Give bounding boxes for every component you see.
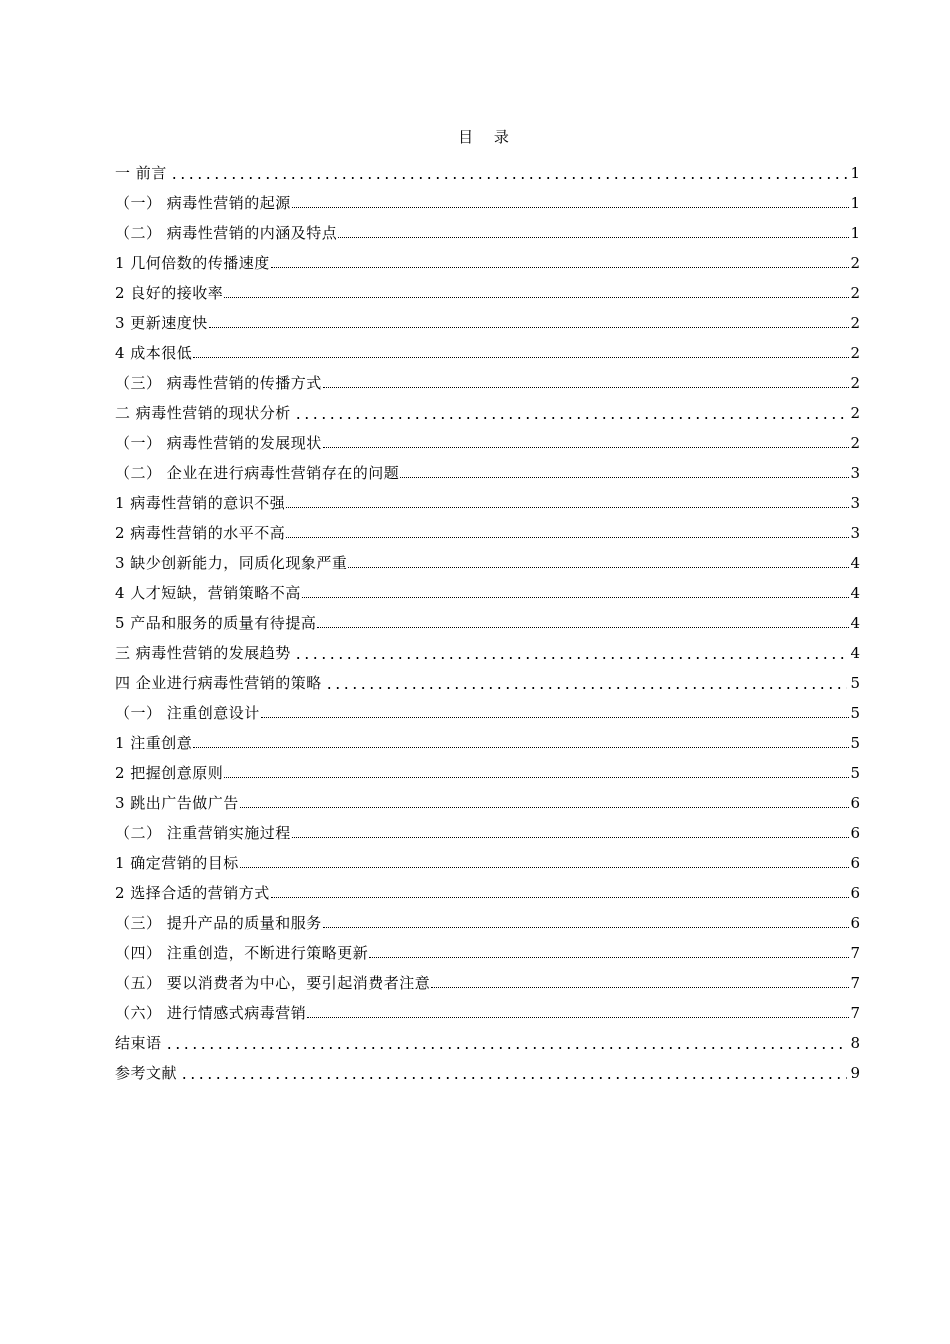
- toc-dot-leader: [224, 763, 849, 783]
- table-of-contents: [115, 153, 860, 1083]
- toc-entry-title: （一） 病毒性营销的发展现状: [115, 434, 322, 452]
- toc-entry[interactable]: [115, 183, 860, 213]
- toc-page-number: 6: [850, 914, 860, 932]
- toc-dot-leader: [193, 733, 849, 753]
- toc-entry-title: 5 产品和服务的质量有待提高: [115, 614, 317, 632]
- toc-page-number: 1: [850, 164, 860, 182]
- toc-entry-title: 参考文献: [115, 1064, 178, 1082]
- toc-entry[interactable]: [115, 363, 860, 393]
- toc-entry-title: 4 人才短缺，营销策略不高: [115, 584, 301, 602]
- toc-page-number: 5: [850, 674, 860, 692]
- toc-entry-title: （一） 注重创意设计: [115, 704, 260, 722]
- toc-entry[interactable]: [115, 963, 860, 993]
- toc-page-number: 2: [850, 344, 860, 362]
- toc-entry[interactable]: [115, 513, 860, 543]
- toc-page-number: 9: [850, 1064, 860, 1082]
- toc-dot-leader: [261, 703, 850, 723]
- toc-entry[interactable]: [115, 393, 860, 423]
- toc-entry-title: 3 更新速度快: [115, 314, 208, 332]
- toc-dot-leader: [292, 643, 850, 663]
- toc-entry-title: （三） 提升产品的质量和服务: [115, 914, 322, 932]
- toc-title: 目 录: [458, 128, 517, 146]
- toc-page-number: 2: [850, 284, 860, 302]
- toc-entry-title: 三 病毒性营销的发展趋势: [115, 644, 291, 662]
- toc-page-number: 6: [850, 824, 860, 842]
- toc-page-number: 7: [850, 944, 860, 962]
- toc-dot-leader: [400, 463, 849, 483]
- toc-entry[interactable]: [115, 573, 860, 603]
- toc-page-number: 7: [850, 1004, 860, 1022]
- toc-entry-title: （二） 企业在进行病毒性营销存在的问题: [115, 464, 400, 482]
- toc-entry[interactable]: [115, 753, 860, 783]
- toc-entry-title: 2 良好的接收率: [115, 284, 224, 302]
- toc-page-number: 2: [850, 254, 860, 272]
- toc-dot-leader: [292, 823, 850, 843]
- toc-entry[interactable]: [115, 543, 860, 573]
- toc-entry-title: （二） 病毒性营销的内涵及特点: [115, 224, 338, 242]
- toc-dot-leader: [224, 283, 849, 303]
- toc-page-number: 2: [850, 314, 860, 332]
- toc-entry[interactable]: [115, 1023, 860, 1053]
- toc-entry[interactable]: [115, 273, 860, 303]
- toc-page-number: 5: [850, 734, 860, 752]
- toc-entry[interactable]: [115, 843, 860, 873]
- toc-entry[interactable]: [115, 813, 860, 843]
- toc-entry[interactable]: [115, 153, 860, 183]
- toc-entry[interactable]: [115, 423, 860, 453]
- toc-dot-leader: [271, 253, 850, 273]
- toc-entry-title: （五） 要以消费者为中心，要引起消费者注意: [115, 974, 431, 992]
- toc-page-number: 5: [850, 764, 860, 782]
- toc-entry-title: （一） 病毒性营销的起源: [115, 194, 291, 212]
- toc-dot-leader: [209, 313, 850, 333]
- toc-dot-leader: [240, 793, 850, 813]
- toc-dot-leader: [286, 523, 849, 543]
- toc-entry-title: 2 选择合适的营销方式: [115, 884, 270, 902]
- toc-page-number: 6: [850, 854, 860, 872]
- toc-entry-title: 1 几何倍数的传播速度: [115, 254, 270, 272]
- toc-page-number: 3: [850, 524, 860, 542]
- toc-entry[interactable]: [115, 453, 860, 483]
- toc-page-number: 5: [850, 704, 860, 722]
- toc-page-number: 4: [850, 644, 860, 662]
- toc-entry[interactable]: [115, 723, 860, 753]
- toc-dot-leader: [307, 1003, 849, 1023]
- toc-page-number: 3: [850, 494, 860, 512]
- toc-entry-title: 3 跳出广告做广告: [115, 794, 239, 812]
- toc-page-number: 4: [850, 584, 860, 602]
- toc-dot-leader: [302, 583, 850, 603]
- toc-page-number: 3: [850, 464, 860, 482]
- toc-dot-leader: [338, 223, 849, 243]
- toc-page-number: 4: [850, 554, 860, 572]
- toc-entry[interactable]: [115, 873, 860, 903]
- toc-page-number: 7: [850, 974, 860, 992]
- toc-dot-leader: [292, 193, 850, 213]
- toc-dot-leader: [163, 1033, 850, 1053]
- toc-entry[interactable]: [115, 603, 860, 633]
- toc-entry[interactable]: [115, 663, 860, 693]
- toc-entry[interactable]: [115, 903, 860, 933]
- toc-page-number: 6: [850, 794, 860, 812]
- toc-entry[interactable]: [115, 243, 860, 273]
- toc-page-number: 2: [850, 374, 860, 392]
- toc-dot-leader: [323, 673, 850, 693]
- toc-entry-title: （六） 进行情感式病毒营销: [115, 1004, 307, 1022]
- toc-entry-title: （二） 注重营销实施过程: [115, 824, 291, 842]
- toc-page-number: 6: [850, 884, 860, 902]
- toc-entry[interactable]: [115, 1053, 860, 1083]
- toc-entry[interactable]: [115, 783, 860, 813]
- toc-entry[interactable]: [115, 333, 860, 363]
- toc-entry-title: 1 注重创意: [115, 734, 193, 752]
- toc-entry-title: 2 把握创意原则: [115, 764, 224, 782]
- toc-dot-leader: [271, 883, 850, 903]
- toc-dot-leader: [240, 853, 850, 873]
- toc-page-number: 1: [850, 224, 860, 242]
- toc-dot-leader: [323, 433, 850, 453]
- toc-entry-title: （四） 注重创造，不断进行策略更新: [115, 944, 369, 962]
- toc-dot-leader: [292, 403, 850, 423]
- toc-dot-leader: [193, 343, 849, 363]
- toc-entry-title: 4 成本很低: [115, 344, 193, 362]
- toc-dot-leader: [369, 943, 849, 963]
- toc-entry[interactable]: [115, 993, 860, 1023]
- toc-entry-title: 1 确定营销的目标: [115, 854, 239, 872]
- toc-entry[interactable]: [115, 483, 860, 513]
- toc-page-number: 1: [850, 194, 860, 212]
- toc-entry-title: 结束语: [115, 1034, 162, 1052]
- toc-dot-leader: [286, 493, 849, 513]
- toc-dot-leader: [317, 613, 849, 633]
- toc-entry[interactable]: [115, 633, 860, 663]
- toc-dot-leader: [348, 553, 849, 573]
- toc-entry-title: （三） 病毒性营销的传播方式: [115, 374, 322, 392]
- toc-page-number: 4: [850, 614, 860, 632]
- toc-entry[interactable]: [115, 933, 860, 963]
- toc-dot-leader: [178, 1063, 849, 1083]
- toc-entry-title: 一 前言: [115, 164, 167, 182]
- toc-page-number: 2: [850, 434, 860, 452]
- toc-entry[interactable]: [115, 303, 860, 333]
- toc-entry-title: 3 缺少创新能力，同质化现象严重: [115, 554, 348, 572]
- toc-page-number: 2: [850, 404, 860, 422]
- toc-dot-leader: [431, 973, 849, 993]
- toc-entry-title: 四 企业进行病毒性营销的策略: [115, 674, 322, 692]
- toc-dot-leader: [168, 163, 850, 183]
- toc-dot-leader: [323, 373, 850, 393]
- toc-page-number: 8: [850, 1034, 860, 1052]
- toc-dot-leader: [323, 913, 850, 933]
- toc-entry[interactable]: [115, 213, 860, 243]
- toc-entry[interactable]: [115, 693, 860, 723]
- toc-entry-title: 二 病毒性营销的现状分析: [115, 404, 291, 422]
- toc-entry-title: 2 病毒性营销的水平不高: [115, 524, 286, 542]
- toc-entry-title: 1 病毒性营销的意识不强: [115, 494, 286, 512]
